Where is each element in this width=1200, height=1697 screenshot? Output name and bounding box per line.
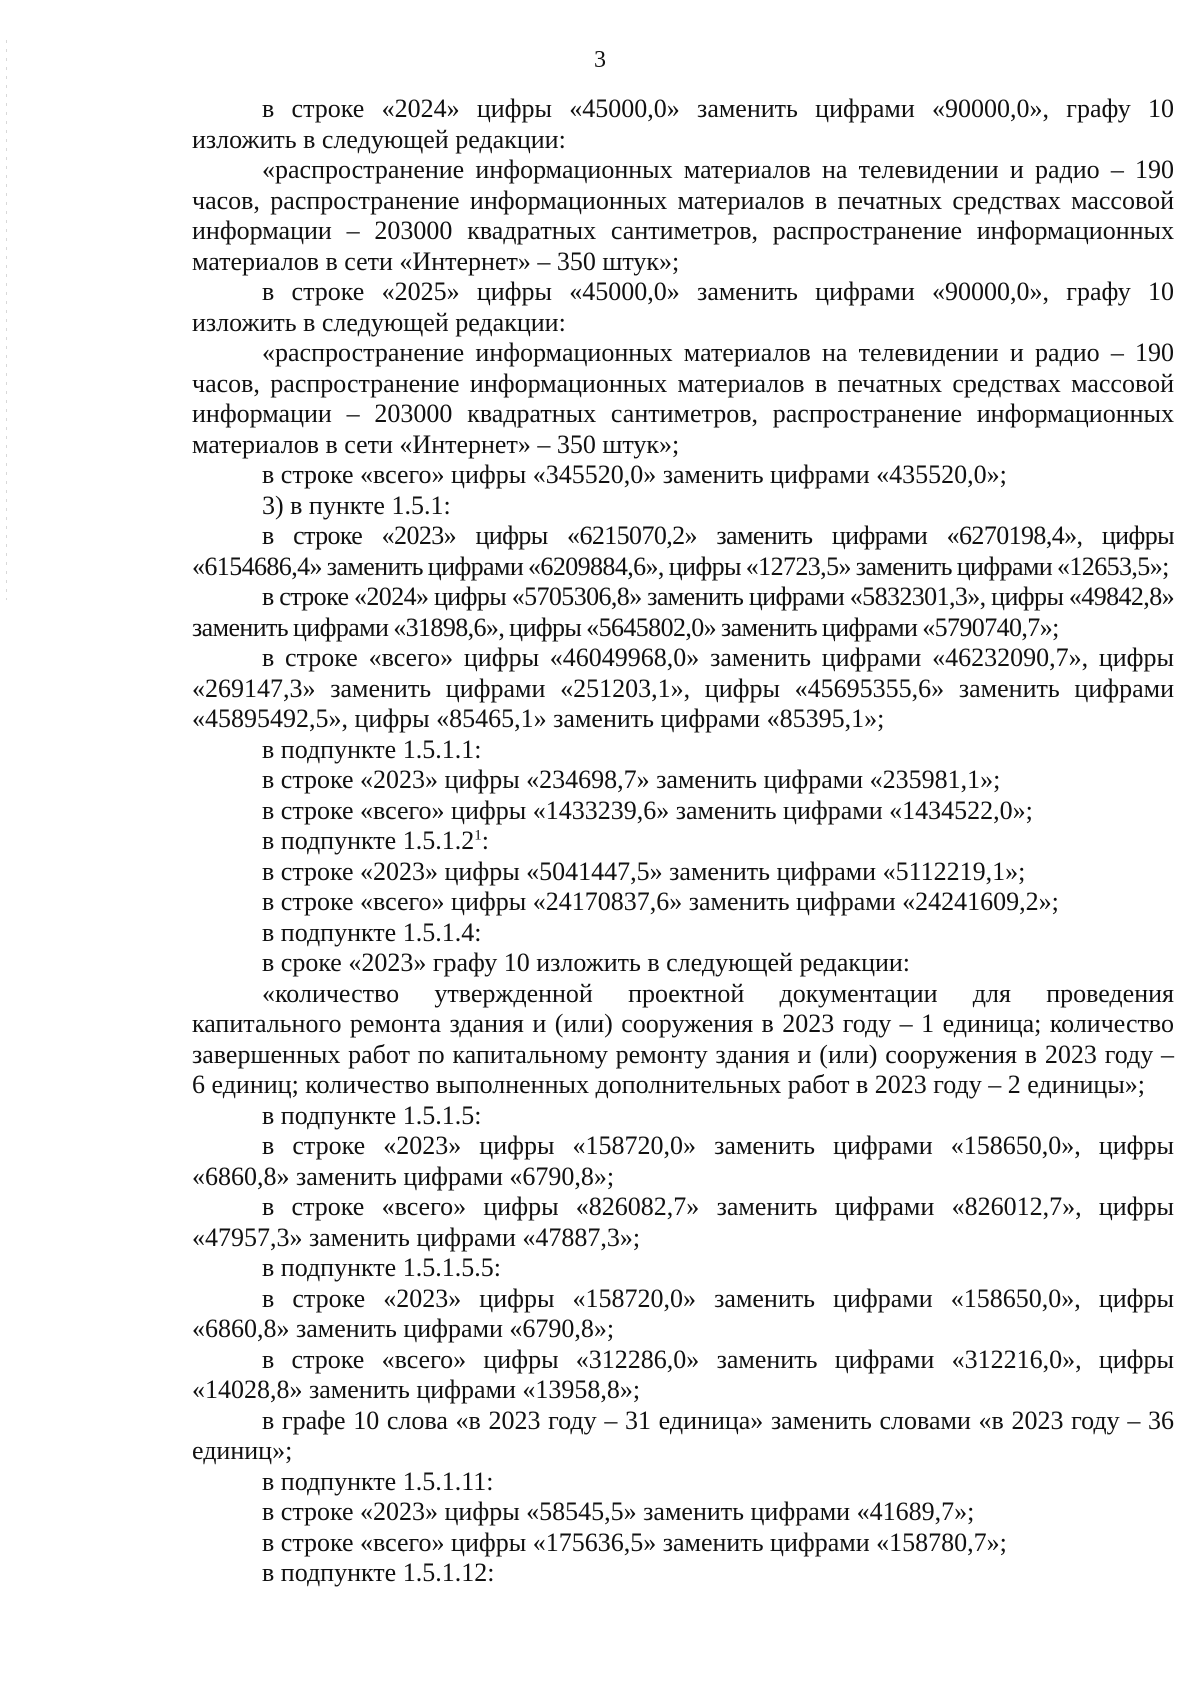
paragraph: в подпункте 1.5.1.11: <box>262 1466 494 1496</box>
paragraph: в строке «2024» цифры «5705306,8» заменить цифрами «5832301,3», цифры «49842,8» заменить цифрами «31898,6», цифры «5645802,0» заменить цифрами «5790740,7»; <box>192 582 1174 642</box>
paragraph: в подпункте 1.5.1.4: <box>262 917 482 947</box>
paragraph: в строке «2023» цифры «158720,0» заменить цифрами «158650,0», цифры «6860,8» заменить цифрами «6790,8»; <box>192 1131 1174 1191</box>
page-number: 3 <box>594 47 606 73</box>
paragraph: в сроке «2023» графу 10 изложить в следующей редакции: <box>262 948 911 977</box>
subpoint-label: в подпункте 1.5.1.2 <box>262 826 475 855</box>
footnote-superscript: 1 <box>474 827 482 844</box>
paragraph: в графе 10 слова «в 2023 году – 31 единица» заменить словами «в 2023 году – 36 единиц»; <box>192 1405 1174 1465</box>
paragraph <box>192 826 1174 857</box>
paragraph: в строке «2023» цифры «58545,5» заменить цифрами «41689,7»; <box>262 1497 975 1526</box>
paragraph: в подпункте 1.5.1.12: <box>262 1558 495 1587</box>
paragraph: в строке «всего» цифры «312286,0» заменить цифрами «312216,0», цифры «14028,8» заменить цифрами «13958,8»; <box>192 1344 1174 1404</box>
paragraph: в строке «2024» цифры «45000,0» заменить цифрами «90000,0», графу 10 изложить в следующей редакции: <box>192 94 1174 154</box>
paragraph: «распространение информационных материалов на телевидении и радио – 190 часов, распространение информационных материалов в печатных средствах массовой информации – 203000 квадратных сантиметров, распространение информационных материалов в сети «Интернет» – 350 штук»; <box>192 338 1174 459</box>
paragraph: в строке «всего» цифры «24170837,6» заменить цифрами «24241609,2»; <box>262 887 1059 916</box>
paragraph: в строке «2023» цифры «5041447,5» заменить цифрами «5112219,1»; <box>262 856 1026 886</box>
paragraph: в строке «2023» цифры «6215070,2» заменить цифрами «6270198,4», цифры «6154686,4» заменить цифрами «6209884,6», цифры «12723,5» заменить цифрами «12653,5»; <box>192 521 1174 581</box>
paragraph: в строке «2023» цифры «234698,7» заменить цифрами «235981,1»; <box>262 765 1001 794</box>
paragraph: в строке «всего» цифры «175636,5» заменить цифрами «158780,7»; <box>262 1527 1007 1557</box>
paragraph: в подпункте 1.5.1.5.5: <box>262 1253 501 1282</box>
paragraph: в строке «2023» цифры «158720,0» заменить цифрами «158650,0», цифры «6860,8» заменить цифрами «6790,8»; <box>192 1283 1174 1343</box>
paragraph: в строке «всего» цифры «46049968,0» заменить цифрами «46232090,7», цифры «269147,3» заменить цифрами «251203,1», цифры «45695355,6» заменить цифрами «45895492,5», цифры «85465,1» заменить цифрами «85395,1»; <box>192 643 1174 733</box>
document-body <box>192 94 1174 1589</box>
paragraph: в строке «всего» цифры «826082,7» заменить цифрами «826012,7», цифры «47957,3» заменить цифрами «47887,3»; <box>192 1192 1174 1252</box>
paragraph: в подпункте 1.5.1.1: <box>262 734 482 764</box>
paragraph: в строке «2025» цифры «45000,0» заменить цифрами «90000,0», графу 10 изложить в следующей редакции: <box>192 277 1174 337</box>
paragraph: в строке «всего» цифры «1433239,6» заменить цифрами «1434522,0»; <box>262 795 1033 825</box>
paragraph: «распространение информационных материалов на телевидении и радио – 190 часов, распространение информационных материалов в печатных средствах массовой информации – 203000 квадратных сантиметров, распространение информационных материалов в сети «Интернет» – 350 штук»; <box>192 155 1174 276</box>
paragraph: в строке «всего» цифры «345520,0» заменить цифрами «435520,0»; <box>262 460 1007 489</box>
paragraph: 3) в пункте 1.5.1: <box>262 490 451 520</box>
colon: : <box>481 826 489 855</box>
paragraph: в подпункте 1.5.1.5: <box>262 1100 482 1130</box>
paragraph: «количество утвержденной проектной документации для проведения капитального ремонта здания и (или) сооружения в 2023 году – 1 единица; количество завершенных работ по капитальному ремонту здания и (или) сооружения в 2023 году – 6 единиц; количество выполненных дополнительных работ в 2023 году – 2 единицы»; <box>192 978 1174 1099</box>
scan-margin-mark <box>6 40 7 600</box>
